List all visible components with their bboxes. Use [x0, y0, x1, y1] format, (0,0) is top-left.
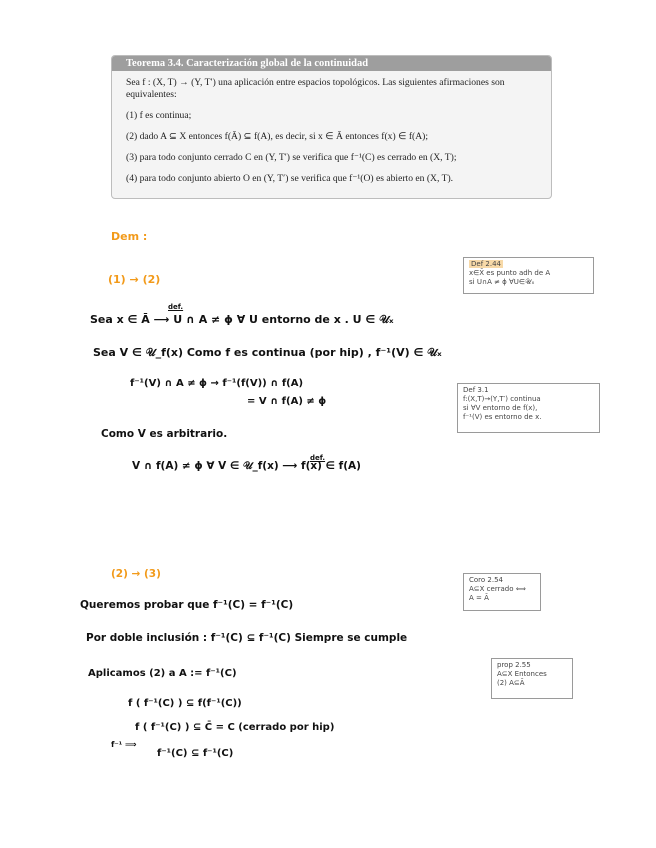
- note-def-2-44-tag: Def 2.44: [471, 260, 501, 268]
- theorem-item-3: (3) para todo conjunto cerrado C en (Y, T′) se verifica que f⁻¹(C) es cerrado en (X, T);: [126, 152, 457, 163]
- note-prop-2-55-line-3: (2) A⊆Ā: [497, 679, 525, 687]
- theorem-item-2: (2) dado A ⊆ X entonces f(Ā) ⊆ f(A), es decir, si x ∈ Ā entonces f(x) ∈ f(A);: [126, 131, 429, 142]
- def-annotation-2: def.: [310, 454, 326, 462]
- note-def-3-1-line-4: f⁻¹(V) es entorno de x.: [463, 413, 542, 421]
- note-def-2-44-line-2: si U∩A ≠ ϕ ∀U∈𝒰ₓ: [469, 278, 535, 286]
- proof-line-1: Sea x ∈ Ā ⟶ U ∩ A ≠ ϕ ∀ U entorno de x . U ∈ 𝒰ₓ: [90, 313, 394, 326]
- note-def-2-44-line-1: x∈X̄ es punto adh de A: [469, 269, 551, 277]
- proof-line-10: f ( f⁻¹(C) ) ⊆ C̄ = C (cerrado por hip): [135, 722, 335, 733]
- note-coro-2-54-line-2: A⊆X cerrado ⟺: [469, 585, 526, 593]
- step-1-to-2-label: (1) → (2): [108, 273, 161, 286]
- note-def-3-1: [457, 383, 600, 433]
- theorem-item-4: (4) para todo conjunto abierto O en (Y, T′) se verifica que f⁻¹(O) es abierto en (X, T).: [126, 173, 454, 184]
- note-def-2-44: [463, 257, 594, 294]
- note-prop-2-55-line-1: prop 2.55: [497, 661, 531, 669]
- proof-line-5: V ∩ f(A) ≠ ϕ ∀ V ∈ 𝒰_f(x) ⟶ f(x) ∈ f(A): [132, 460, 361, 472]
- theorem-intro: Sea f : (X, T) → (Y, T′) una aplicación entre espacios topológicos. Las siguientes afirmaciones son equivalentes:: [126, 77, 505, 100]
- proof-line-9: f ( f⁻¹(C) ) ⊆ f(f⁻¹(C)): [128, 698, 242, 709]
- proof-line-11: f⁻¹(C) ⊆ f⁻¹(C): [157, 748, 234, 759]
- dem-label: Dem :: [111, 230, 148, 243]
- proof-line-7: Por doble inclusión : f⁻¹(C) ⊆ f⁻¹(C) Siempre se cumple: [86, 632, 408, 644]
- theorem-item-1: (1) f es continua;: [126, 110, 192, 121]
- proof-line-2: Sea V ∈ 𝒰_f(x) Como f es continua (por hip) , f⁻¹(V) ∈ 𝒰ₓ: [93, 346, 442, 359]
- theorem-title: Teorema 3.4. Caracterización global de la continuidad: [112, 56, 551, 71]
- proof-line-8: Aplicamos (2) a A := f⁻¹(C): [88, 668, 237, 679]
- note-prop-2-55-line-2: A⊆X Entonces: [497, 670, 547, 678]
- note-prop-2-55: [491, 658, 573, 699]
- theorem-box: [111, 55, 552, 199]
- step-2-to-3-label: (2) → (3): [111, 568, 161, 580]
- note-coro-2-54-line-1: Coro 2.54: [469, 576, 503, 584]
- proof-line-6: Queremos probar que f⁻¹(C) = f⁻¹(C): [80, 599, 294, 611]
- proof-line-3a: f⁻¹(V) ∩ A ≠ ϕ → f⁻¹(f(V)) ∩ f(A): [130, 378, 304, 389]
- def-annotation-1: def.: [168, 303, 184, 311]
- note-def-3-1-line-3: si ∀V entorno de f(x),: [463, 404, 538, 412]
- note-def-3-1-line-1: Def 3.1: [463, 386, 489, 394]
- proof-line-3b: = V ∩ f(A) ≠ ϕ: [247, 396, 327, 407]
- proof-line-4: Como V es arbitrario.: [101, 428, 228, 440]
- note-coro-2-54: [463, 573, 541, 611]
- proof-line-11-prefix: f⁻¹ ⟹: [111, 740, 137, 749]
- note-coro-2-54-line-3: A = Ā: [469, 594, 489, 602]
- note-def-3-1-line-2: f:(X,T)→(Y,T′) continua: [463, 395, 541, 403]
